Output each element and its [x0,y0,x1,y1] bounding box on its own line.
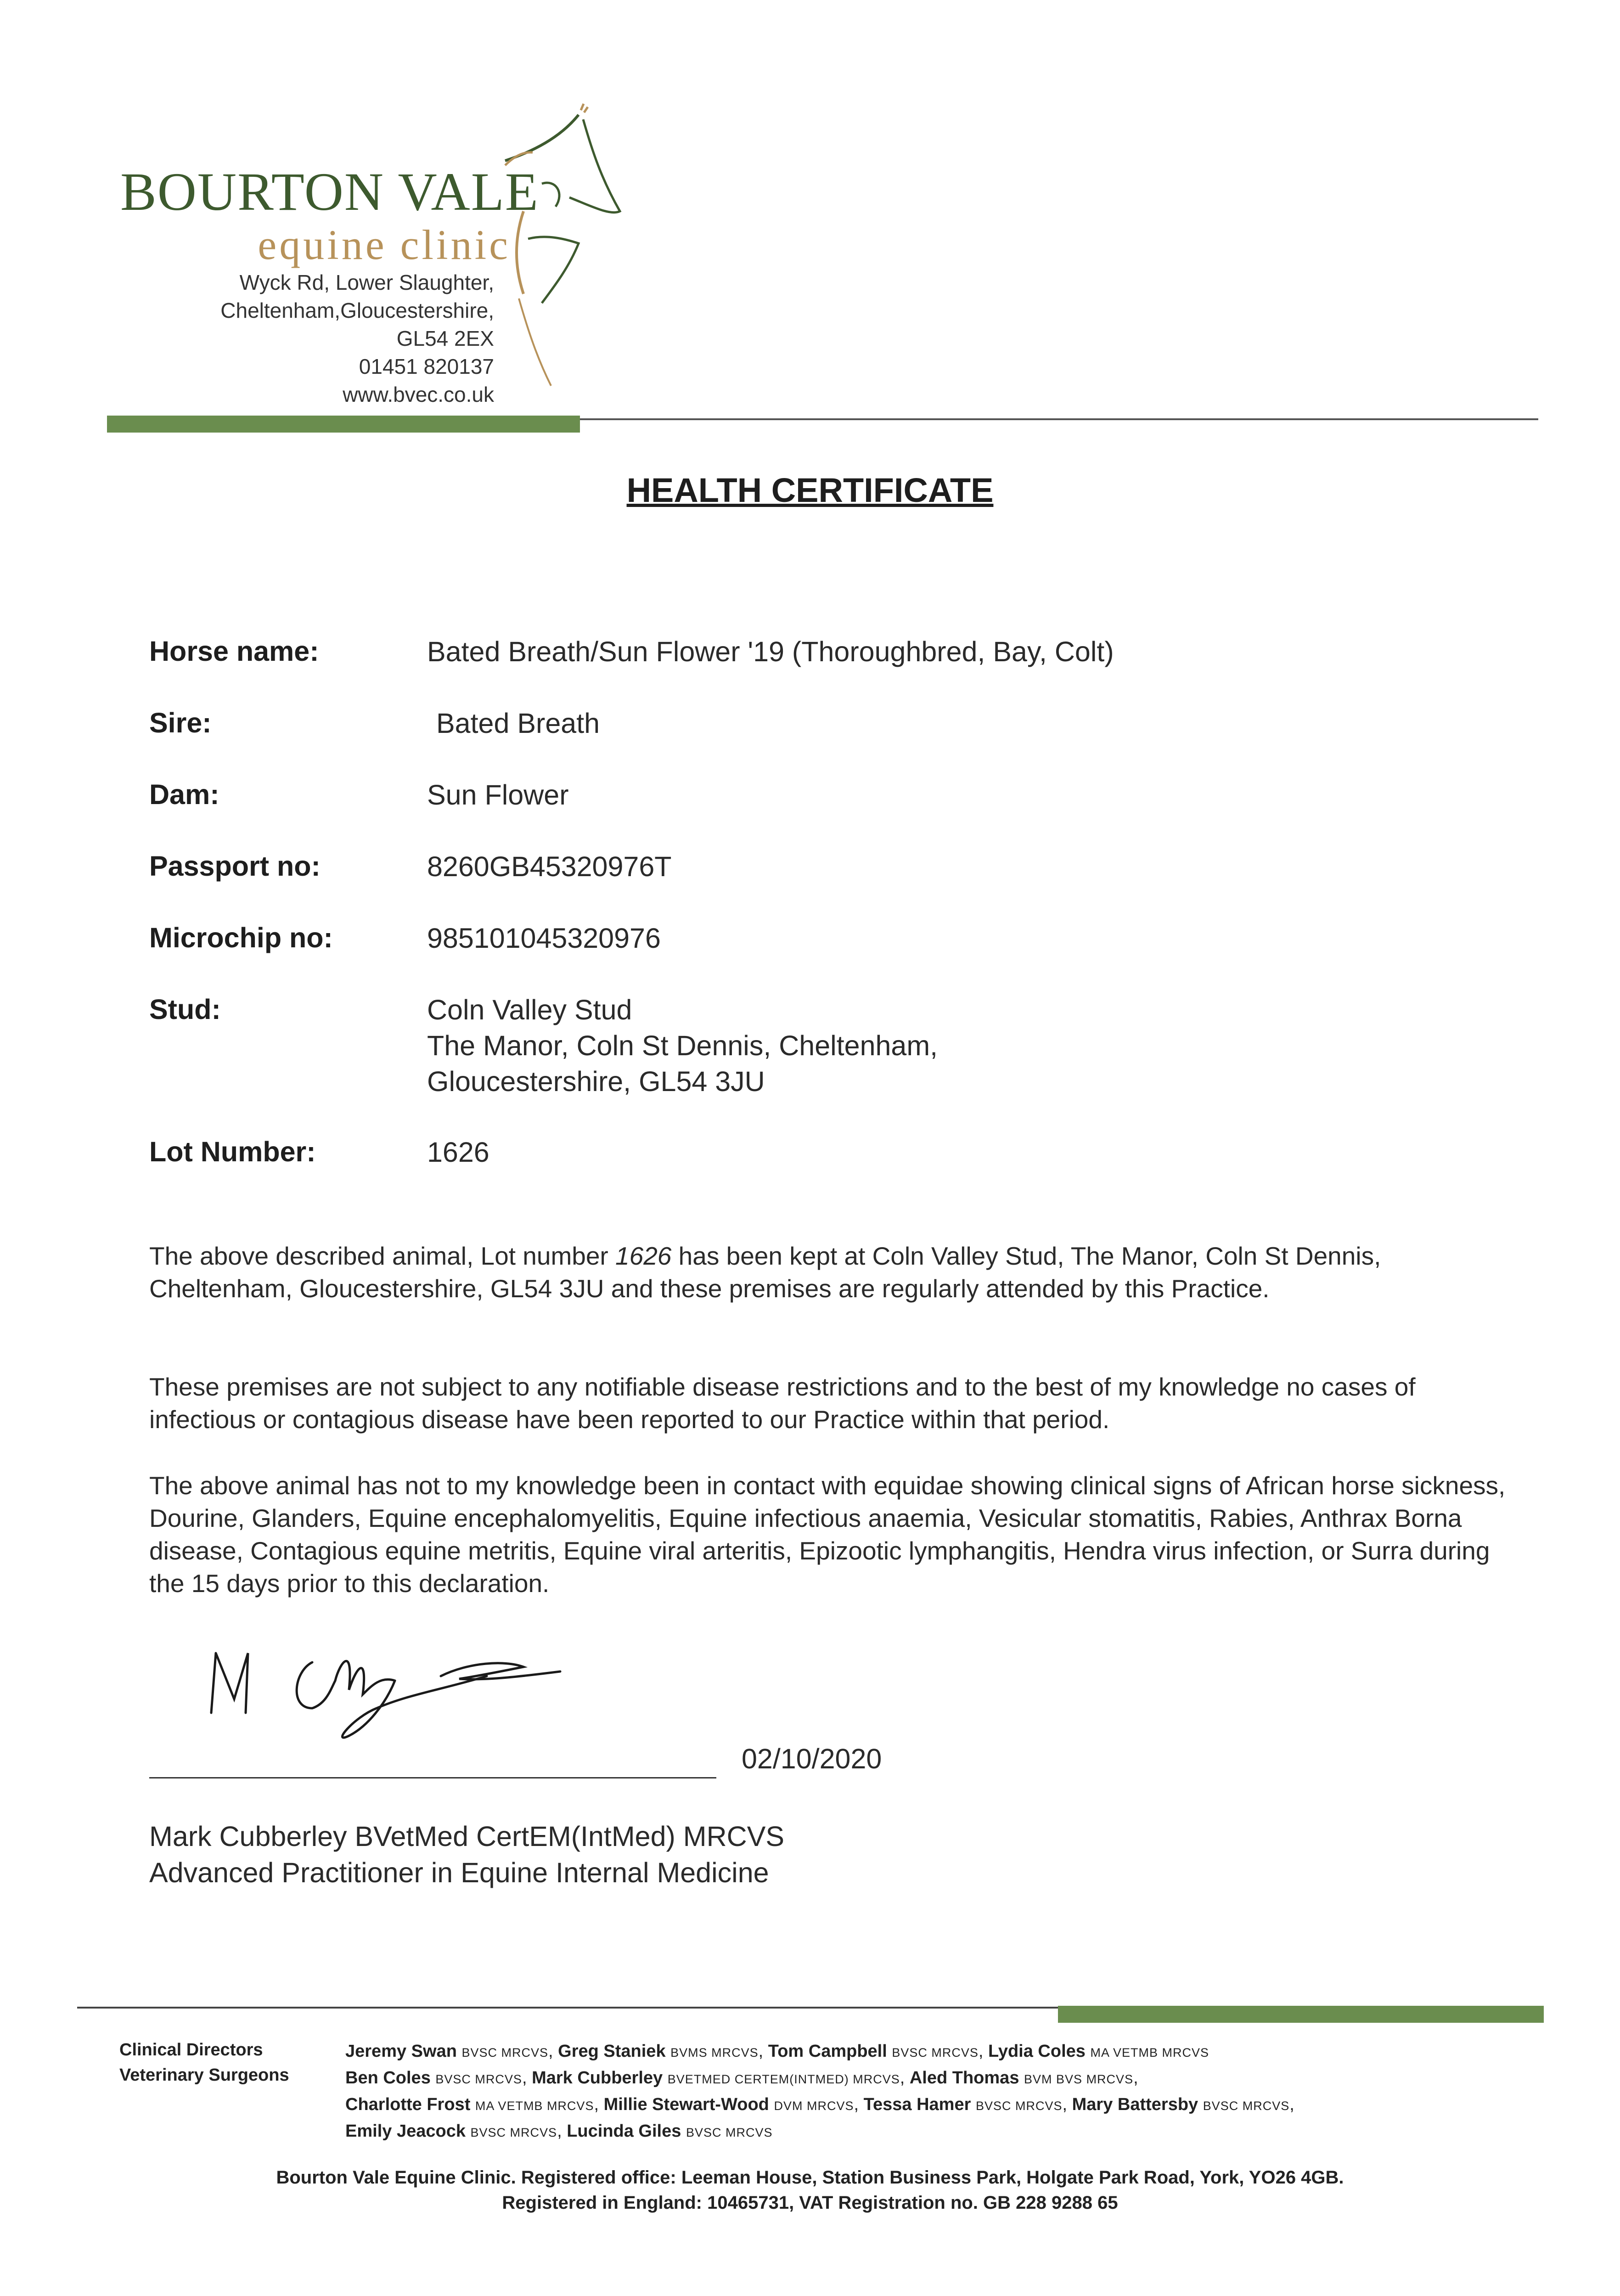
registered-office: Bourton Vale Equine Clinic. Registered office: Leeman House, Station Business Park, Holgate Park Road, York, YO26 4GB. [276,2167,1344,2188]
passport-label: Passport no: [149,850,321,882]
staff-line-surgeons: Emily Jeacock BVSC MRCVS, Lucinda Giles BVSC MRCVS [345,2122,773,2141]
brand-subtitle: equine clinic [258,221,511,268]
clinic-address [120,269,494,409]
dam-label: Dam: [149,779,219,810]
staff-quals: MA VETMB MRCVS [1090,2046,1209,2060]
header-green-bar [107,416,580,433]
veterinary-surgeons-label: Veterinary Surgeons [119,2065,289,2085]
passport-value: 8260GB45320976T [427,851,672,882]
stud-line: The Manor, Coln St Dennis, Cheltenham, [427,1030,938,1061]
staff-name: Millie Stewart-Wood [603,2095,769,2114]
clinical-directors-label: Clinical Directors [119,2040,263,2060]
staff-name: Lucinda Giles [567,2122,681,2141]
staff-name: Lydia Coles [988,2042,1086,2061]
staff-quals: BVSC MRCVS [686,2126,773,2139]
staff-name: Greg Staniek [558,2042,666,2061]
signatory-name: Mark Cubberley BVetMed CertEM(IntMed) MRCVS [149,1821,785,1852]
staff-name: Aled Thomas [909,2068,1019,2088]
staff-quals: BVSC MRCVS [461,2046,549,2060]
address-line: GL54 2EX [396,326,494,350]
staff-name: Jeremy Swan [345,2042,457,2061]
p1-lot-number: 1626 [615,1242,672,1270]
address-line: Cheltenham,Gloucestershire, [220,298,494,322]
staff-name: Tessa Hamer [863,2095,971,2114]
footer-green-bar [1058,2006,1544,2023]
handwritten-signature-icon [202,1635,606,1754]
staff-quals: BVSC MRCVS [892,2046,979,2060]
declaration-paragraph-2: These premises are not subject to any notifiable disease restrictions and to the best of my knowledge no cases of infectious or contagious disease have been reported to our Practice within that period. [149,1373,1416,1434]
staff-list [345,2039,1548,2145]
declaration-paragraph-1 [149,1240,1508,1305]
address-website: www.bvec.co.uk [343,383,494,406]
dam-value: Sun Flower [427,779,569,810]
address-line: Wyck Rd, Lower Slaughter, [239,270,494,294]
stud-value [427,992,938,1099]
stud-line: Coln Valley Stud [427,994,632,1025]
stud-label: Stud: [149,994,221,1025]
p1-text: The above described animal, Lot number [149,1242,616,1270]
staff-quals: BVSC MRCVS [1203,2099,1290,2113]
stud-line: Gloucestershire, GL54 3JU [427,1066,765,1097]
lot-number-label: Lot Number: [149,1136,316,1167]
staff-name: Emily Jeacock [345,2122,466,2141]
staff-quals: MA VETMB MRCVS [475,2099,594,2113]
staff-quals: BVMS MRCVS [670,2046,759,2060]
signature-line [149,1777,716,1778]
staff-name: Tom Campbell [768,2042,887,2061]
staff-name: Ben Coles [345,2068,431,2088]
signatory [149,1818,784,1891]
page-title: HEALTH CERTIFICATE [626,471,994,509]
registration-info [0,2165,1620,2216]
sire-value: Bated Breath [436,708,600,739]
microchip-value: 985101045320976 [427,923,661,954]
microchip-label: Microchip no: [149,922,333,953]
staff-line-surgeons: Ben Coles BVSC MRCVS, Mark Cubberley BVETMED CERTEM(INTMED) MRCVS, Aled Thomas BVM BVS MRCVS, [345,2068,1138,2088]
staff-name: Charlotte Frost [345,2095,471,2114]
signatory-role: Advanced Practitioner in Equine Internal Medicine [149,1857,769,1888]
staff-line-surgeons: Charlotte Frost MA VETMB MRCVS, Millie Stewart-Wood DVM MRCVS, Tessa Hamer BVSC MRCVS, Mary Battersby BVSC MRCVS, [345,2095,1294,2114]
declaration-paragraph-3: The above animal has not to my knowledge been in contact with equidae showing clinical signs of African horse sickness, Dourine, Glanders, Equine encephalomyelitis, Equine infectious anaemia, Vesicular stomatitis, Rabies, Anthrax Borna disease, Contagious equine metritis, Equine viral arteritis, Epizootic lymphangitis, Hendra virus infection, or Surra during the 15 days prior to this declaration. [149,1471,1506,1598]
registration-numbers: Registered in England: 10465731, VAT Registration no. GB 228 9288 65 [502,2193,1118,2213]
staff-quals: DVM MRCVS [774,2099,854,2113]
staff-line-directors: Jeremy Swan BVSC MRCVS, Greg Staniek BVMS MRCVS, Tom Campbell BVSC MRCVS, Lydia Coles MA VETMB MRCVS [345,2042,1209,2061]
address-phone: 01451 820137 [359,355,494,378]
lot-number-value: 1626 [427,1137,489,1168]
horse-name-value: Bated Breath/Sun Flower '19 (Thoroughbred, Bay, Colt) [427,636,1114,667]
signature-date: 02/10/2020 [742,1743,882,1774]
staff-name: Mary Battersby [1072,2095,1198,2114]
staff-name: Mark Cubberley [532,2068,663,2088]
staff-quals: BVETMED CERTEM(INTMED) MRCVS [667,2072,900,2086]
horse-name-label: Horse name: [149,636,319,667]
staff-quals: BVM BVS MRCVS [1024,2072,1134,2086]
staff-quals: BVSC MRCVS [470,2126,557,2139]
p1-text-cont: has been kept at Coln Valley Stud, The Manor, Coln St Dennis, Cheltenham, Gloucestershire, GL54 3JU and these premises are regularly attended by this Practice. [149,1242,1381,1303]
brand-name: BOURTON VALE [120,162,539,222]
staff-quals: BVSC MRCVS [975,2099,1063,2113]
staff-quals: BVSC MRCVS [435,2072,522,2086]
sire-label: Sire: [149,707,212,738]
